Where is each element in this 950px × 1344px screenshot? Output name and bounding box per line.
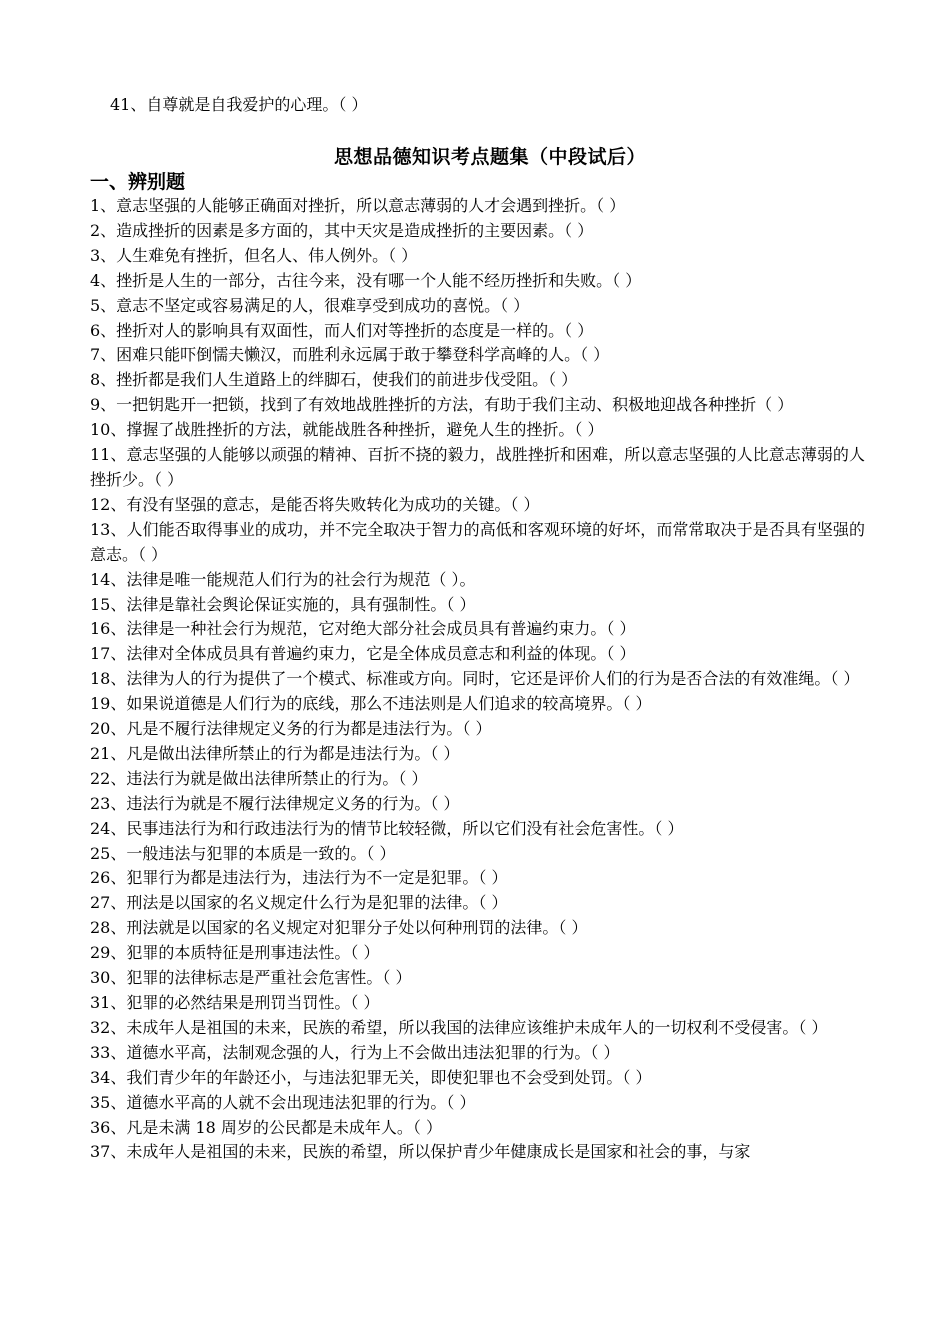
list-item: 26、犯罪行为都是违法行为，违法行为不一定是犯罪。（ ） [90,868,508,888]
list-item: 22、违法行为就是做出法律所禁止的行为。（ ） [90,768,428,788]
list-item: 35、道德水平高的人就不会出现违法犯罪的行为。（ ） [90,1092,476,1112]
list-item: 29、犯罪的本质特征是刑事违法性。（ ） [90,943,380,963]
list-item: 36、凡是未满 18 周岁的公民都是未成年人。（ ） [90,1117,442,1137]
list-item: 21、凡是做出法律所禁止的行为都是违法行为。（ ） [90,743,460,763]
list-item: 16、法律是一种社会行为规范，它对绝大部分社会成员具有普遍约束力。（ ） [90,619,636,639]
list-item: 28、刑法就是以国家的名义规定对犯罪分子处以何种刑罚的法律。（ ） [90,918,588,938]
list-item: 20、凡是不履行法律规定义务的行为都是违法行为。（ ） [90,719,492,739]
list-item: 4、挫折是人生的一部分，古往今来，没有哪一个人能不经历挫折和失败。（ ） [90,270,642,290]
section-heading: 一、辨别题 [90,171,186,193]
previous-question-41: 41、自尊就是自我爱护的心理。（ ） [110,95,368,114]
list-item: 3、人生难免有挫折，但名人、伟人例外。（ ） [90,245,418,265]
list-item: 19、如果说道德是人们行为的底线，那么不违法则是人们追求的较高境界。（ ） [90,694,652,714]
list-item: 24、民事违法行为和行政违法行为的情节比较轻微，所以它们没有社会危害性。（ ） [90,818,684,838]
list-item: 17、法律对全体成员具有普遍约束力，它是全体成员意志和利益的体现。（ ） [90,644,636,664]
list-item: 2、造成挫折的因素是多方面的，其中天灾是造成挫折的主要因素。（ ） [90,220,594,240]
list-item: 8、挫折都是我们人生道路上的绊脚石，使我们的前进步伐受阻。（ ） [90,370,578,390]
list-item: 34、我们青少年的年龄还小，与违法犯罪无关，即使犯罪也不会受到处罚。（ ） [90,1067,652,1087]
list-item: 14、法律是唯一能规范人们行为的社会行为规范（ ）。 [90,569,476,589]
list-item: 9、一把钥匙开一把锁，找到了有效地战胜挫折的方法，有助于我们主动、积极地迎战各种挫折（ ） [90,395,794,415]
list-item: 5、意志不坚定或容易满足的人，很难享受到成功的喜悦。（ ） [90,295,530,315]
list-item: 10、撑握了战胜挫折的方法，就能战胜各种挫折，避免人生的挫折。（ ） [90,420,604,440]
list-item: 6、挫折对人的影响具有双面性，而人们对等挫折的态度是一样的。（ ） [90,320,594,340]
list-item: 13、人们能否取得事业的成功，并不完全取决于智力的高低和客观环境的好坏，而常常取决于是否具有坚强的意志。（ ） [90,519,865,564]
list-item: 23、违法行为就是不履行法律规定义务的行为。（ ） [90,793,460,813]
list-item: 32、未成年人是祖国的未来，民族的希望，所以我国的法律应该维护未成年人的一切权利不受侵害。（ ） [90,1017,828,1037]
list-item: 37、未成年人是祖国的未来，民族的希望，所以保护青少年健康成长是国家和社会的事，与家 [90,1142,751,1162]
list-item: 31、犯罪的必然结果是刑罚当罚性。（ ） [90,993,380,1012]
list-item: 7、困难只能吓倒懦夫懒汉，而胜利永远属于敢于攀登科学高峰的人。（ ） [90,345,610,365]
list-item: 33、道德水平高，法制观念强的人，行为上不会做出违法犯罪的行为。（ ） [90,1042,620,1062]
list-item: 1、意志坚强的人能够正确面对挫折，所以意志薄弱的人才会遇到挫折。（ ） [90,196,626,215]
page-title: 思想品德知识考点题集（中段试后） [333,146,646,168]
question-list [90,194,865,1165]
list-item: 11、意志坚强的人能够以顽强的精神、百折不挠的毅力，战胜挫折和困难，所以意志坚强的人比意志薄弱的人挫折少。（ ） [90,445,865,489]
list-item: 27、刑法是以国家的名义规定什么行为是犯罪的法律。（ ） [90,893,508,913]
list-item: 12、有没有坚强的意志，是能否将失败转化为成功的关键。（ ） [90,494,540,514]
list-item: 15、法律是靠社会舆论保证实施的，具有强制性。（ ） [90,594,476,614]
list-item: 25、一般违法与犯罪的本质是一致的。（ ） [90,843,396,863]
list-item: 30、犯罪的法律标志是严重社会危害性。（ ） [90,968,412,988]
list-item: 18、法律为人的行为提供了一个模式、标准或方向。同时，它还是评价人们的行为是否合法的有效准绳。（ ） [90,669,860,689]
